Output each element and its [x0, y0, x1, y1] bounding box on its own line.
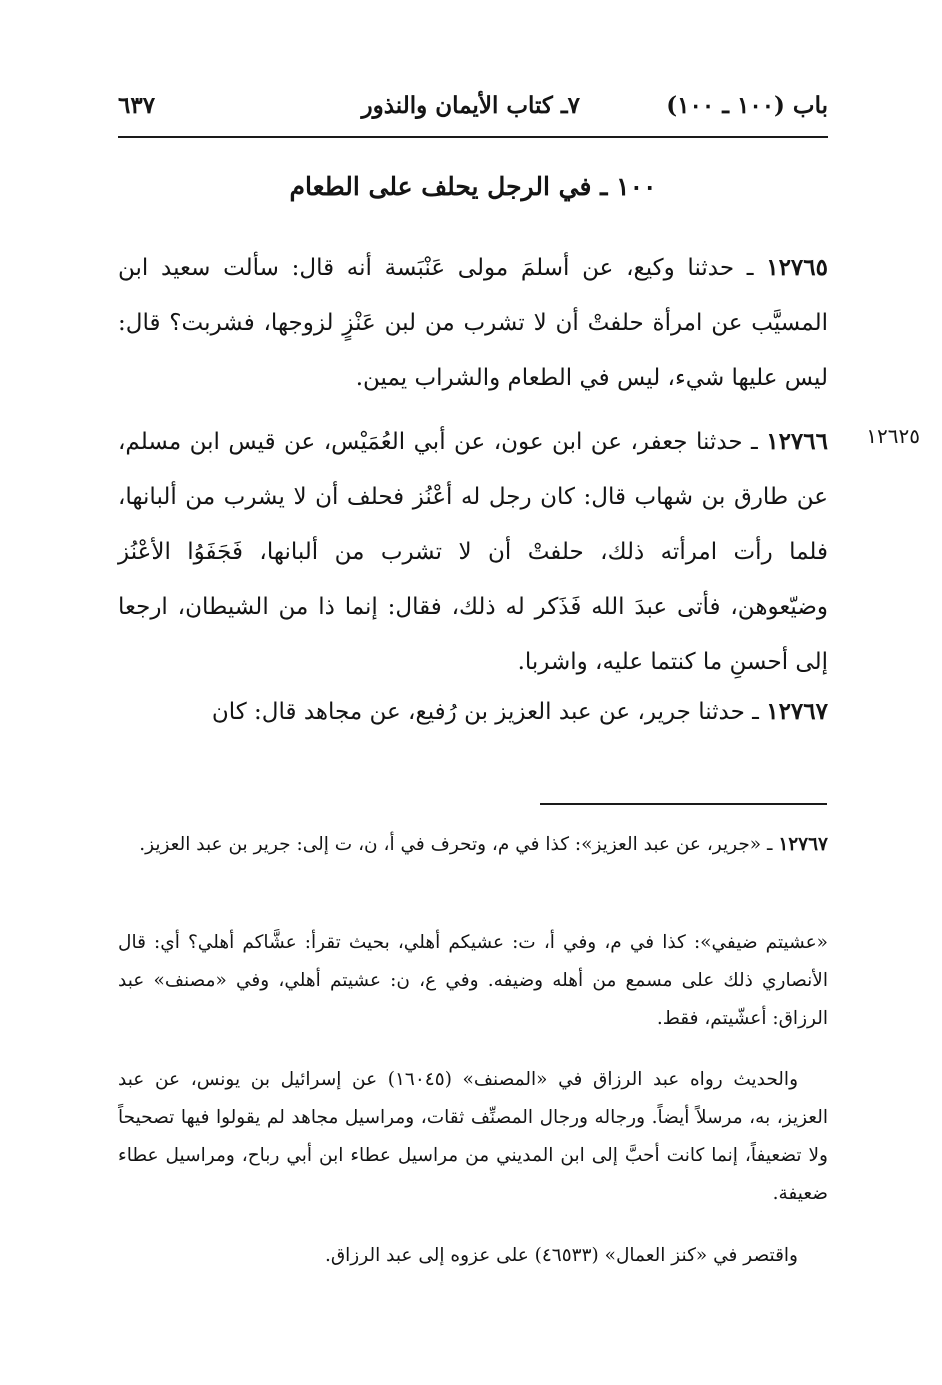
footnote: [118, 1061, 828, 1213]
hadith-number: ١٢٧٦٧: [766, 698, 828, 725]
section-title: ١٠٠ ـ في الرجل يحلف على الطعام: [289, 172, 657, 201]
book-title: ٧ـ كتاب الأيمان والنذور: [361, 92, 580, 119]
hadith-number: ١٢٧٦٦: [766, 428, 828, 455]
footnote: [118, 826, 828, 864]
footnote-number: ١٢٧٦٧: [778, 834, 828, 855]
hadith-text: ـ حدثنا جرير، عن عبد العزيز بن رُفيع، عن مجاهد قال: كان: [211, 699, 767, 725]
page-number: ٦٣٧: [118, 92, 156, 119]
margin-reference-number: ١٢٦٢٥: [866, 424, 920, 448]
footnote-text: ـ «جرير، عن عبد العزيز»: كذا في م، وتحرف في أ، ن، ت إلى: جرير بن عبد العزيز.: [139, 834, 779, 855]
header-rule: [118, 136, 828, 138]
footnote-separator: [540, 803, 827, 805]
hadith-text: ـ حدثنا وكيع، عن أسلمَ مولى عَنْبَسة أنه قال: سألت سعيد ابن المسيَّب عن امرأة حلفتْ أن لا تشرب من لبن عَنْزٍ لزوجها، فشربت؟ قال: ليس عليها شيء، ليس في الطعام والشراب يمين.: [118, 255, 828, 391]
footnote-text: واقتصر في «كنز العمال» (٤٦٥٣٣) على عزوه إلى عبد الرزاق.: [324, 1245, 798, 1266]
hadith-text: ـ حدثنا جعفر، عن ابن عون، عن أبي العُمَيْس، عن قيس ابن مسلم، عن طارق بن شهاب قال: كان رجل له أعْنُز فحلف أن لا يشرب من ألبانها، فلما رأت امرأته ذلك، حلفتْ أن لا تشرب من ألبانها، فَجَفَوُا الأعْنُز وضيّعوهن، فأتى عبدَ الله فَذَكر له ذلك، فقال: إنما ذا من الشيطان، ارجعا إلى أحسنِ ما كنتما عليه، واشربا.: [118, 429, 828, 675]
hadith-entry: [118, 684, 828, 740]
hadith-entry: [118, 414, 828, 690]
footnote-text: والحديث رواه عبد الرزاق في «المصنف» (١٦٠٤٥) عن إسرائيل بن يونس، عن عبد العزيز، به، مرسلاً أيضاً. ورجاله ورجال المصنِّف ثقات، ومراسيل مجاهد لم يقولوا فيها تصحيحاً ولا تضعيفاً، إنما كانت أحبَّ إلى ابن المديني من مراسيل عطاء ابن أبي رباح، ومراسيل عطاء ضعيفة.: [118, 1069, 828, 1204]
hadith-number: ١٢٧٦٥: [766, 254, 828, 281]
chapter-range: باب (١٠٠ ـ ١٠٠): [666, 92, 828, 119]
footnote-text: «عشيتم ضيفي»: كذا في م، وفي أ، ت: عشيكم أهلي، بحيث تقرأ: عشَّاكم أهلي؟ أي: قال الأنصاري ذلك على مسمع من أهله وضيفه. وفي ع، ن: عشيتم أهلي، وفي «مصنف» عبد الرزاق: أعشّيتم، فقط.: [118, 932, 828, 1029]
hadith-entry: [118, 240, 828, 406]
footnote: [118, 1237, 828, 1275]
page-header: [118, 92, 828, 132]
footnote: [118, 924, 828, 1038]
